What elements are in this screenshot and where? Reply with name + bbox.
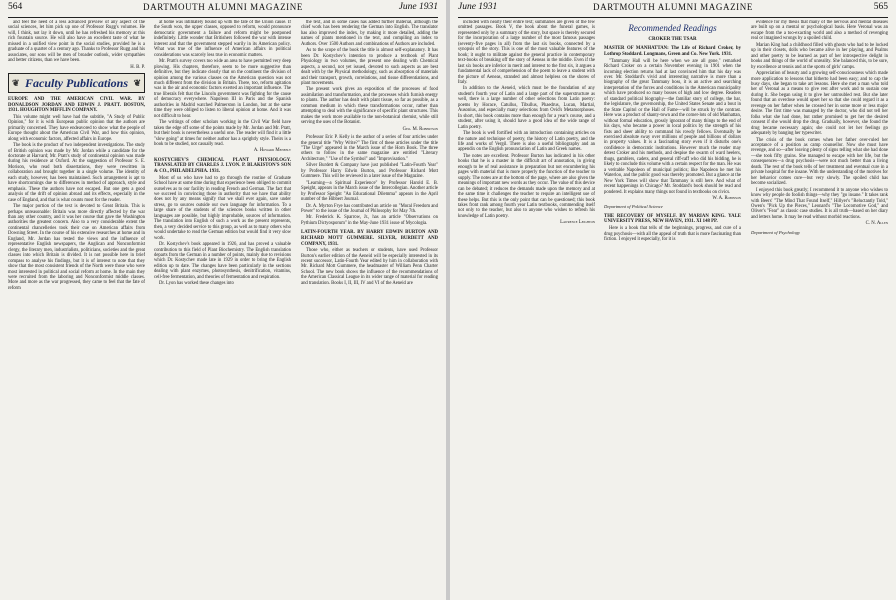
right-header-rule [458,17,888,18]
right-page-number: 565 [873,2,888,12]
paragraph: Appreciation of beauty and a growing self-consciousness which made more application to lessons that hitherto had been easy; and to cap the busy days, she began to take art lessons. Here she met a man who told her of Veronal as a means to give rest after work and to sustain one during it. She began using it to give her untroubled rest. But she later found that an overdose would upset her so that she could regard it as a revenge on her father when he crossed her in some more or less major desire. The first time was managed by the doctor, who did not tell her folks what she had done, but rather promised to get her the desired consent if she would drop the drug. Gradually, however, she found the drug became necessary again; she could not let her feelings go adequately by banging her typewriter. [751,71,888,137]
paragraph: Dr. A. Myrton Frye has contributed an article on "Moral Freedom and Power" to the issue of the Journal of Philosophy for May 7th. [301,203,438,214]
left-issue-date: June 1931 [398,2,438,12]
paragraph: Professor Eric P. Kelly is the author of a series of four articles under the general title "Why Write?" The first of these articles under the title "The Urge" appeared in the March issue of the Horn Book. The three others to follow in the same magazine are entitled "Literary Architecture," "Use of the Symbol" and "Improvisation." [301,135,438,162]
paragraph: Dr. Kostychev's book appeared in 1926, and has proved a valuable contribution to this field of Plant Biochemistry. The English translation departs from the German in a number of points, mainly due to revisions which Dr. Kostychev made late in 1929 in order to bring the English edition up to date. The changes have been particularly in the sections dealing with plant enzymes, photosynthesis, denitrification, vitamins, cell-free fermentation, and theories of fermentation and respiration. [154,242,291,280]
paragraph: Here is a book that tells of the beginnings, progress, and cure of a drug psychosis—with all the appeal of truth that is more fascinating than fiction. I enjoyed it especially, for it is [604,226,741,242]
paragraph: Mr. Pratt's survey covers too wide an area to have permitted very deep plowing. His chapters, therefore, seem to be more suggestive than definitive, but they indicate clearly that on the continent the division of opinion among the various classes on the American question was not much different from the division in Britain. There, too, reform agitation was in the air and economic factors exerted an important influence. The true liberals felt that the Lincoln government was fighting for the cause of democracy everywhere. Napoleon III in Paris and the Spanish authorities in Madrid watched Palmerston in London, but at the same time they were obliged to listen to liberal opinion at home. And it was not difficult to hear. [154,59,291,119]
paragraph: Mr. Frederick K. Sparrow, Jr., has an article "Observations on Pythium Dictyosporum" in the May-June 1931 issue of Mycologia. [301,215,438,226]
signature: Lawrence Leighton [560,220,595,226]
ornament-icon: ❦ [12,78,20,89]
signature: W. A. Robinson [712,195,741,201]
signature: Geo. M. Robertson [402,126,438,132]
right-running-head [458,2,888,16]
paragraph: As to the scope of the book the title is almost self-explanatory. It has been Dr. Kostychev's intention to produce a textbook of Plant Physiology in two volumes, the present one dealing with Chemical aspects, a second, not yet issued, devoted to such aspects as are best dealt with by the Physical methodology, such as absorption of materials and their transport, growth, correlations, and tissue differentiations, and plant movements. [301,48,438,86]
paragraph: I enjoyed this book greatly; I recommend it to anyone who wishes to know why people do foolish things—why they "go insane." It takes rank with Beers' "The Mind That Found Itself," Hillyer's "Reluctantly Told," Owen's "Pick Up the Pieces," Leonard's "The Locomotive God," and Oliver's "Fear" as classic case studies. It is all truth—based on her diary and letters home. It may be read without morbid reactions. [751,187,888,220]
review-title: EUROPE AND THE AMERICAN CIVIL WAR. BY DONALDSON JORDAN AND EDWIN J. PRATT. BOSTON, 1931. HOUGHTON MIFFLIN COMPANY. [8,97,145,114]
paragraph: In addition to the Aeneid, which must be the foundation of any student's fourth year of Latin and a large part of the superstructure as well, there is a large number of other selections from Latin poetry: poems by Horace, Catullus, Tibullus, Phaedrus, Lucan, Martial, Ausonius, and especially many selections from Ovid's Metamorphoses. In short, this book contains more than enough for a year's course, and a student, after using it, should have a good idea of the wide range of Latin poetry. [458,86,595,130]
paragraph: Those who, either as teachers or students, have used Professor Burton's earlier edition of the Aeneid will be especially interested in its recent successor, Latin-Fourth Year edited by him in collaboration with Mr. Richard Mott Gummere, the headmaster of William Penn Charter School. The new book shows the influence of the recommendations of the American Classical League in its wider range of material for reading and translation. Books I, II, III, IV and VI of the Aeneid are [301,248,438,286]
signature: H. B. P. [130,64,145,70]
paragraph: The writings of other scholars working in the Civil War field have taken the edge off some of the points made by Mr. Jordan and Mr. Pratt, but their book is nevertheless a useful one. The reader will find it a little "slow going" at times for neither author has a sprightly style. Theirs is a book to be studied, not casually read. [154,120,291,147]
right-column-3 [751,20,888,594]
review-title: LATIN-FOURTH YEAR. BY HARRY EDWIN BURTON AND RICHARD MOTT GUMMERE. SILVER, BURDETT AND COMPANY, 1931. [301,230,438,247]
right-page [450,0,896,600]
right-column-2 [604,20,741,594]
left-page-number: 564 [8,2,23,12]
paragraph: Marian King had a childhood filled with ghosts who had to be locked up in their closets, dolls who became alive in her playing, and Psalms and other poetry to be learned as part of her introspective delight in books and things of the world of unreality. She balanced this, to be sure, by excellence at tennis and at the sports of girls' camps. [751,42,888,70]
left-running-head [8,2,438,16]
paragraph: the text, and in some cases has added further material, although the chief work has been rendering the German into English. The translator has also improved the index, by making it more detailed, adding the names of plants mentioned in the text, and compiling an index to Authors. Over 1500 Authors and combinations of Authors are included. [301,20,438,47]
paragraph: included with nearly their entire text; summaries are given of the few omitted passages. Book V, the book about the funeral games, is represented only by a summary of the story, but space is thereby secured for the incorporation of a large number of the most famous passages (seventy-five pages in all) from the last six books, connected by a synopsis of the story. This is one of the most valuable features of the book; it ought to militate against the general practice in contemporary text-books of breaking off the story of Aeneas in the middle. Even if the last six books are inferior in merit and interest to the first six, it argues a fundamental lack of comprehension of the poem to leave a student with the picture of Aeneas, stranded and almost helpless on the shores of Italy. [458,20,595,85]
left-column-3 [301,20,438,594]
section-title: Faculty Publications [24,76,128,91]
right-magazine-title: DARTMOUTH ALUMNI MAGAZINE [593,2,753,12]
review-title: THE RECOVERY OF MYSELF. BY MARIAN KING. YALE UNIVERSITY PRESS, NEW HAVEN, 1931. XI 148 PP. [604,213,741,225]
paragraph: The major portion of the text is devoted to Great Britain. This is perhaps unreasonable: Britain was more directly affected by the war than any other country, and it was her course that gave the Washington authorities the greatest concern. Also to a very considerable extent the continental chancelleries took their cue on American affairs from Downing Street. In the course of his extensive researches at home and in England, Mr. Jordan has tested the views and the influence of representative English newspapers, the Anglican and Nonconformist clergy, the literary men, industrialists, politicians, societies and the great classes into which Britain is divided. It is not possible here in brief compass to analyse his findings, but it is of interest to note that they show that the most consistent friends of the North were those who were most interested in political and social reform at home. In the main they were recruited from the laboring and Nonconformist middle classes. More and more as the war progressed, they came to feel that the fate of reform [8,204,145,291]
paragraph: "Tammany Hall will be here when we are all gone," remarked Richard Croker on a certain November evening in 1901 when the incoming election returns had at last convinced him that his day was over. Mr. Stoddard's vivid and interesting narrative is more than a biography of the great Tammany boss, it is an active and searching interpretation of the forces and conditions in the American municipality which have produced so many bosses of high and low degree. Readers of standard political biography—the familiar story of college, the bar, the legislature, the governorship, the United States Senate and a bout in the State Capitol or the Hall of Fame—will be struck by the contrast. Here was a product of shanty-town and the corner-lots of old Manhattan, without formal education, grossly ignorant of many things to the end of his days, who became a power in local politics by the strength of his fists and sheer ability to command his rowdy fellows. Eventually he exercised absolute sway over millions of people and billions of dollars in property values. It is a fascinating story even if it disturbs one's confidence in democratic institutions. However much the reader may detest Croker and his methods, and despise the swarm of ward heelers, thugs, gamblers, cadets, and general riff-raff who did his bidding, he is likely to conclude this volume with a certain respect for the man. He was a veritable Napoleon of municipal politics; like Napoleon he met his Waterloo, and the public good was thereby promoted. But a glance at the New York Times will show that Tammany is still here. And what of recent happenings in Chicago? Mr. Stoddard's book should be read and pondered. It explains many things not found in textbooks on civics. [604,58,741,195]
faculty-publications-banner [8,73,145,93]
signature-department: Department of Political Science [604,204,663,210]
left-column-1 [8,20,145,594]
signature: C. N. Allen [865,221,888,227]
review-title: MASTER OF MANHATTAN: The Life of Richard Croker, by Lothrop Stoddard. Longmans, Green and Co. New York. 1931. [604,46,741,58]
signature: A. Howard Meneely [253,148,291,154]
paragraph: The crisis of the book comes when her father over-ruled her acceptance of a position as camp counsellor. Now she must have revenge, and so—after leaving plenty of signs telling what she had done—she took fifty grains. She managed to escape with her life, but the consequences—a drug psychosis—were not much better than a living death. The rest of the book tells of her treatment and eventual cure in a private hospital for the insane. With the understanding of the motives for her behavior comes cure—but very slowly. The spoiled child has become socialized. [751,137,888,187]
left-page [0,0,446,600]
paragraph: and feel the need of a less advanced preview of any aspect of the social sciences, let him pick up one of Professor Rugg's volumes. He will, I think, not lay it down, until he has refreshed his memory at this rich fountain source. He will also have an excellent taste of what he missed in a unified view point in the social studies, provided he is a graduate of a quarter of a century ago. Thanks to Professor Rugg and his associates, our sons will be men of broader outlook, wider sympathies and better citizens, than we have been. [8,20,145,64]
review-title: KOSTYCHEV'S CHEMICAL PLANT PHYSIOLOGY. TRANSLATED BY CHARLES J. LYON. P. BLAKISTON'S SON & CO., PHILADELPHIA. 1931. [154,157,291,175]
paragraph: The book is the product of two independent investigations. The study of British opinion was made by Mr. Jordan while a candidate for the doctorate at Harvard; Mr. Pratt's study of continental opinion was made during his residence at Oxford. At the suggestion of Professor S. E. Morison, who read both dissertations, they were rewritten in collaboration and brought together in a single volume. The identity of each study, however, has been maintained. Such arrangement is apt to have shortcomings due to differences in method of approach, style and emphasis. These the authors have not escaped. But one gets a good analysis of the drift of opinion abroad and its effects, especially in the case of England, and that is what counts most for the reader. [8,143,145,203]
paragraph: The book is well fortified with an introduction containing articles on the nature and technique of poetry, the history of Latin poetry, and the life and works of Vergil. There is also a useful bibliography and an appendix on the English pronunciation of Latin and Greek names. [458,131,595,153]
signature-department: Department of Psychology [751,229,800,235]
paragraph: Silver Burdett & Company have just published "Latin-Fourth Year" by Professor Harry Edwin Burton, and Professor Richard Mott Gummere. This will be reviewed in a later issue of the Magazine. [301,163,438,180]
left-header-rule [8,17,438,18]
right-column-1 [458,20,595,594]
paragraph: at home was intimately bound up with the fate of the Union cause. If the South won, the upper classes, opposed to reform, would pronounce democratic government a failure and reform might be postponed indefinitely. Little wonder that Britishers followed the war with intense interest and that the government stepped warily in its American policy. What was true of the influence of American affairs in political considerations was scarcely less true in economic matters. [154,20,291,58]
paragraph: Most of us who have had to go through the routine of Graduate School have at some time during that experience been obliged to commit ourselves as to our facility in reading French and German. The fact that we succeed in convincing those in authority that we have that ability does not by any means signify that we shall ever again, save under stress, go to sources outside our own language for information. To a large share of the students of the sciences books written in other languages are possible, but highly improbable, sources of information. The translation into English of such a work as the present represents, then, a very decided service to this group, as well as to many others who would undertake to read the German edition but would find it very slow work. [154,175,291,241]
paragraph: This volume might well have had the subtitle, "A Study of Public Opinion," for it is with European public opinion that the authors are primarily concerned. They have endeavored to show what the people of Europe thought about the American Civil War, and how this opinion, along with economic factors, affected affairs in Europe. [8,114,145,142]
left-magazine-title: DARTMOUTH ALUMNI MAGAZINE [143,2,303,12]
review-heading: CROKER THE TSAR [648,37,697,42]
paragraph: "Learning—a Spiritual Experience" by Professor Harold E. B. Speight, appears in the March issue of the Intercollegian. Another article by Professor Speight "An Educational Dilemma" appears in the April number of the Hibbert Journal. [301,180,438,203]
right-issue-date: June 1931 [458,2,498,12]
paragraph: evidence for my thesis that many of the nervous and mental diseases are built up on a mental or psychological basis. Here Veronal was an escape from the a too-exacting world and also a method of revenging real or imagined wrongs by a spoiled child. [751,20,888,42]
paragraph: The notes are excellent. Professor Burton has indicated in his other books that he is a master in the difficult art of annotation, in giving enough to be of real assistance in preparation but not encumbering his pages with material that is more properly the function of the teacher to supply. The notes are at the bottom of the page, where are also given the meanings of important new words as they occur. The value of this device can be debated; it reduces the demands made upon the memory and at the same time it challenges the teacher to require an intelligent use of these helps. But this is the only point that can be questioned; this book takes front rank among fourth year Latin textbooks, commending itself not only to the teacher, but also to anyone who wishes to refresh his knowledge of Latin poetry. [458,153,595,219]
left-column-2 [154,20,291,594]
section-title: Recommended Readings [628,23,717,33]
paragraph: The present work gives an exposition of the processes of food assimilation and transformation, and the processes which furnish energy to plants. The author has dealt with plant tissue, so far as possible, as a common medium in which these transformations occur, rather than attempting to deal with the significance of specific plant structures. This makes the work more available to the non-botanical chemist, while still serving the uses of the Botanist. [301,87,438,126]
ornament-icon: ❦ [133,78,141,89]
paragraph: Dr. Lyon has worked these changes into [159,281,234,287]
